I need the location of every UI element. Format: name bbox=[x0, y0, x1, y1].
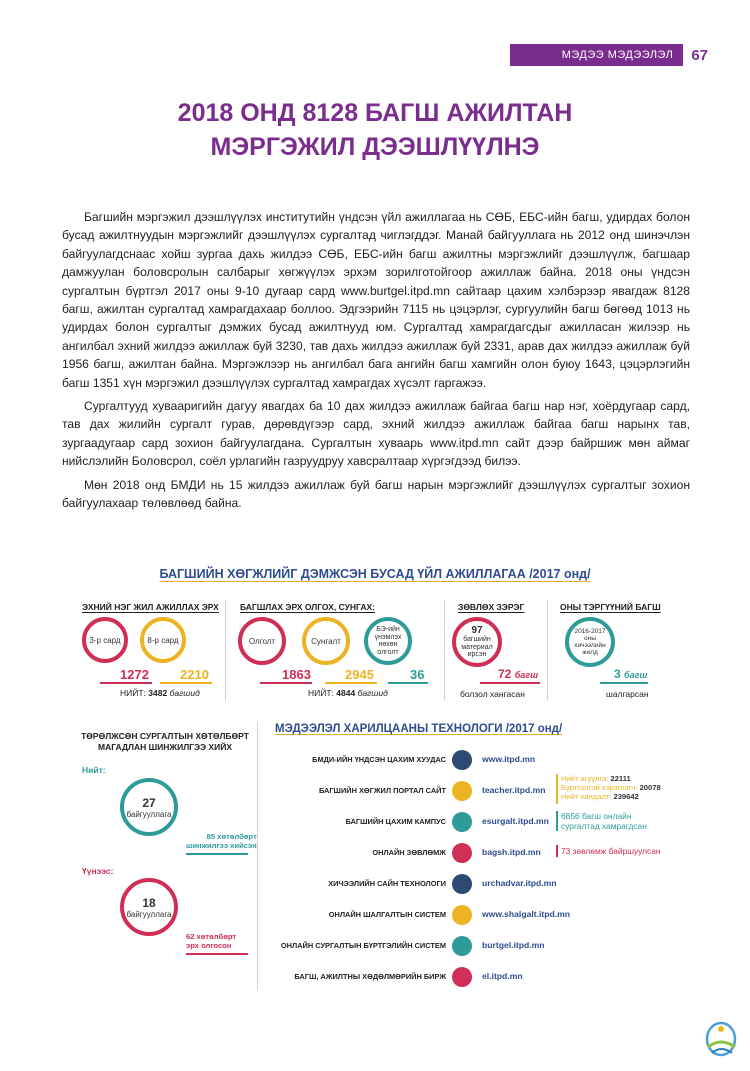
guide-value: 72 багш bbox=[498, 667, 539, 681]
note-bar bbox=[556, 845, 558, 857]
divider bbox=[388, 682, 428, 684]
portal-stats-note: Нийт агуулга: 22111 Бүртгэлтэй хэрэглэгч: 20078 Нийт хандалт: 239642 bbox=[561, 774, 661, 801]
title-line-1: 2018 ОНД 8128 БАГШ АЖИЛТАН bbox=[177, 99, 573, 127]
ict-dot bbox=[452, 874, 472, 894]
ict-dot bbox=[452, 936, 472, 956]
ict-label: ОНЛАЙН СУРГАЛТЫН БҮРТГЭЛИЙН СИСТЕМ bbox=[280, 941, 446, 950]
article-title bbox=[60, 96, 690, 164]
ict-url-link[interactable]: urchadvar.itpd.mn bbox=[482, 878, 557, 888]
campus-note: 6856 багш онлайн сургалтад хамрагдсан bbox=[561, 811, 647, 831]
curriculum-eval-circle: 18 байгууллага bbox=[120, 878, 178, 936]
curriculum-total-note: 85 хөтөлбөрт шинжилгээ хийсэн bbox=[186, 832, 257, 850]
ict-url-link[interactable]: burtgel.itpd.mn bbox=[482, 940, 545, 950]
ict-dot bbox=[452, 781, 472, 801]
ict-dot bbox=[452, 750, 472, 770]
paragraph: Мөн 2018 онд БМДИ нь 15 жилдээ ажиллаж буй багш нарын мэргэжлийг дээшлүүлэх сургалтыг зохион байгуулахаар төлөвлөөд байна. bbox=[62, 477, 690, 511]
page-header bbox=[510, 44, 708, 66]
divider bbox=[257, 722, 258, 990]
divider bbox=[480, 682, 540, 684]
ict-url-link[interactable]: www.itpd.mn bbox=[482, 754, 536, 764]
issue-circle: Олголт bbox=[238, 617, 286, 665]
ict-label: БМДИ-ИЙН ҮНДСЭН ЦАХИМ ХУУДАС bbox=[312, 755, 446, 764]
ict-dot bbox=[452, 905, 472, 925]
ict-label: БАГШ, АЖИЛТНЫ ХӨДӨЛМӨРИЙН БИРЖ bbox=[294, 972, 446, 981]
article-body bbox=[62, 208, 690, 518]
divider bbox=[325, 682, 377, 684]
rights-title: БАГШЛАХ ЭРХ ОЛГОХ, СУНГАХ: bbox=[240, 602, 375, 612]
guide-circle: 97 багшийн материал ирсэн bbox=[452, 617, 502, 667]
ict-url-link[interactable]: el.itpd.mn bbox=[482, 971, 523, 981]
extend-value: 2945 bbox=[345, 667, 374, 682]
guide-title: ЗӨВЛӨХ ЗЭРЭГ bbox=[458, 602, 525, 612]
guide-caption: болзол хангасан bbox=[460, 689, 525, 699]
paragraph: Багшийн мэргэжил дээшлүүлэх институтийн үндсэн үйл ажиллагаа нь СӨБ, ЕБС-ийн багш, удирдах болон бусад ажилтнуудын мэргэжлийг дээшлүүлэх сургалтад чиглэгддэг. Манай байгууллага нь 2012 онд шинэчлэн байгуулагдснаас хойш зургаа дахь жилдээ СӨБ, ЕБС-ийн багш ажилтны мэргэжлийг дээшлүүлж, багшаар дамжуулан боловсролын салбарыг хөгжүүлэх эрхэм зорилготойгоор ажиллаж байна. 2018 оны үндсэн сургалтын бүртгэл 2017 оны 9-10 дугаар сард www.burtgel.itpd.mn сайтаар цахим хэлбэрээр явагдаж 8128 багш, ажилтан сургалтад хамрагдахаар боллоо. Эдгээрийн 7115 нь цэцэрлэг, сургуулийн багш бөгөөд 1013 нь удирдах болон сургалтыг дэмжих бусад ажилтнууд юм. Сургалтад хамрагдагсдыг ажилласан жилээр нь ангилбал эхний жилдээ ажиллаж буй 3230, тав дахь жилдээ ажиллаж буй 2331, арав дах жилдээ ажиллаж буй 1956 багш, ажилтан байна. Мэргэжлээр нь ангилбал бага ангийн багш хамгийн олон буюу 1643, цэцэрлэгийн багш 1351 хүн мэргэжил дээшлүүлэх сургалтад хамрагдах хүсэлт гаргажээ. bbox=[62, 210, 690, 390]
ict-dot bbox=[452, 843, 472, 863]
divider bbox=[547, 600, 548, 700]
divider bbox=[260, 682, 312, 684]
reissue-value: 36 bbox=[410, 667, 425, 682]
institute-logo bbox=[702, 1017, 740, 1063]
advice-note: 73 зөвлөмж байршуулсан bbox=[561, 846, 661, 856]
extend-circle: Сунгалт bbox=[302, 617, 350, 665]
curriculum-total-label: Нийт: bbox=[82, 765, 106, 775]
divider bbox=[186, 953, 248, 955]
ict-url-link[interactable]: esurgalt.itpd.mn bbox=[482, 816, 549, 826]
ict-dot bbox=[452, 812, 472, 832]
note-bar bbox=[556, 774, 558, 804]
infographic-heading: БАГШИЙН ХӨГЖЛИЙГ ДЭМЖСЭН БУСАД ҮЙЛ АЖИЛЛАГАА /2017 онд/ bbox=[159, 567, 591, 581]
divider bbox=[100, 682, 152, 684]
section-badge: МЭДЭЭ МЭДЭЭЛЭЛ bbox=[510, 44, 684, 66]
first-year-title: ЭХНИЙ НЭГ ЖИЛ АЖИЛЛАХ ЭРХ bbox=[82, 602, 219, 612]
ict-label: ОНЛАЙН ШАЛГАЛТЫН СИСТЕМ bbox=[328, 910, 446, 919]
leading-value: 3 багш bbox=[614, 667, 648, 681]
leading-caption: шалгарсан bbox=[606, 689, 649, 699]
ict-url-link[interactable]: bagsh.itpd.mn bbox=[482, 847, 541, 857]
divider bbox=[186, 853, 248, 855]
divider bbox=[225, 600, 226, 700]
issue-value: 1863 bbox=[282, 667, 311, 682]
ict-label: ОНЛАЙН ЗӨВЛӨМЖ bbox=[372, 848, 446, 857]
curriculum-eval-note: 62 хөтөлбөрт эрх олгосон bbox=[186, 932, 237, 950]
note-bar bbox=[556, 811, 558, 831]
first-year-total: НИЙТ: 3482 багшид bbox=[120, 688, 200, 698]
ict-label: БАГШИЙН ЦАХИМ КАМПУС bbox=[345, 817, 446, 826]
paragraph: Сургалтууд хувааригийн дагуу явагдах ба 10 дах жилдээ ажиллаж байгаа багш нар нэг, хоёрдугаар сард, тав дах жилийн сургалт гурав, дөрөвдүгээр сард, эхний жилдээ ажиллаж байгаа багш нарынх тав, зургаадугаар сард зохион байгуулагдана. Сургалтын хуваарь www.itpd.mn сайт дээр байршиж мөн аймаг нийслэлийн Боловсрол, соёл урлагийн газруудруу хавсралтаар хүргэгдээд билээ. bbox=[62, 399, 690, 469]
ict-label: ХИЧЭЭЛИЙН САЙН ТЕХНОЛОГИ bbox=[328, 879, 446, 888]
august-value: 2210 bbox=[180, 667, 209, 682]
rights-total: НИЙТ: 4844 багшид bbox=[308, 688, 388, 698]
curriculum-total-circle: 27 байгууллага bbox=[120, 778, 178, 836]
page-number: 67 bbox=[691, 46, 708, 64]
curriculum-eval-label: Үүнээс: bbox=[82, 866, 114, 876]
ict-label: БАГШИЙН ХӨГЖИЛ ПОРТАЛ САЙТ bbox=[318, 786, 446, 795]
august-circle: 8-р сард bbox=[140, 617, 186, 663]
divider bbox=[160, 682, 212, 684]
ict-url-link[interactable]: teacher.itpd.mn bbox=[482, 785, 546, 795]
march-value: 1272 bbox=[120, 667, 149, 682]
ict-dot bbox=[452, 967, 472, 987]
leading-circle: 2016-2017 оны хичээлийн жилд bbox=[565, 617, 615, 667]
reissue-circle: БЭ-ийн үнэмлэх нөхөн олголт bbox=[364, 617, 412, 665]
divider bbox=[444, 600, 445, 700]
divider bbox=[600, 682, 648, 684]
ict-heading: МЭДЭЭЛЭЛ ХАРИЛЦААНЫ ТЕХНОЛОГИ /2017 онд/ bbox=[275, 723, 563, 735]
title-line-2: МЭРГЭЖИЛ ДЭЭШЛҮҮЛНЭ bbox=[210, 133, 540, 161]
curriculum-title: ТӨРӨЛЖСӨН СУРГАЛТЫН ХӨТӨЛБӨРТ МАГАДЛАН ШИНЖИЛГЭЭ ХИЙХ bbox=[81, 731, 249, 752]
march-circle: 3-р сард bbox=[82, 617, 128, 663]
leading-title: ОНЫ ТЭРГҮҮНИЙ БАГШ bbox=[560, 602, 661, 612]
ict-url-link[interactable]: www.shalgalt.itpd.mn bbox=[482, 909, 571, 919]
